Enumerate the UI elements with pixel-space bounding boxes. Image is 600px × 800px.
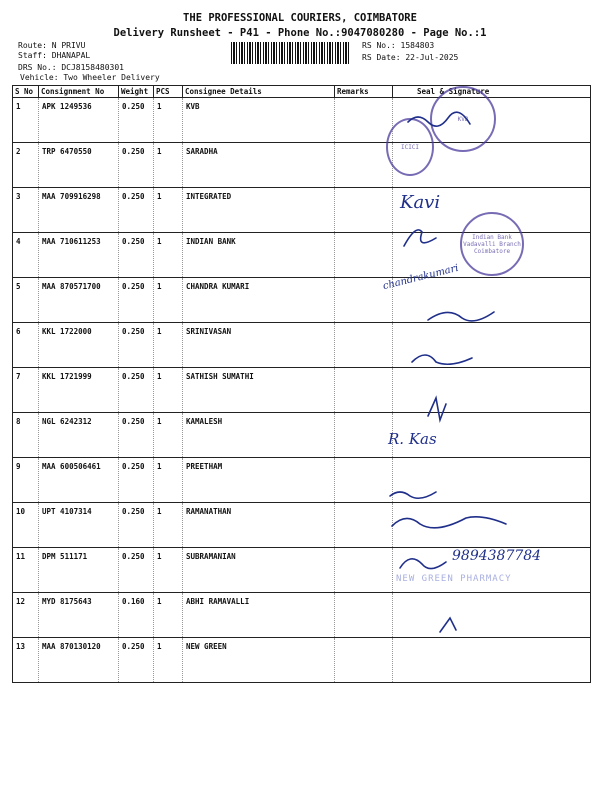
cell-consignee: KVB bbox=[183, 98, 335, 143]
signature-row-12 bbox=[400, 559, 446, 569]
signature-row-7 bbox=[412, 355, 472, 364]
cell-pcs: 1 bbox=[154, 458, 183, 503]
cell-consignee: INDIAN BANK bbox=[183, 233, 335, 278]
signature-row-11 bbox=[392, 517, 506, 528]
cell-pcs: 1 bbox=[154, 278, 183, 323]
cell-sno: 12 bbox=[13, 593, 39, 638]
cell-pcs: 1 bbox=[154, 548, 183, 593]
signature-row-1 bbox=[408, 112, 470, 126]
signature-r-kas: R. Kas bbox=[388, 430, 437, 448]
cell-consignee: RAMANATHAN bbox=[183, 503, 335, 548]
kvb-stamp: KVB bbox=[430, 86, 496, 152]
cell-consignee: CHANDRA KUMARI bbox=[183, 278, 335, 323]
handwritten-phone: 9894387784 bbox=[452, 548, 542, 564]
vehicle-info: Vehicle: Two Wheeler Delivery bbox=[20, 73, 160, 82]
signature-row-4 bbox=[404, 230, 436, 246]
col-consignment-no: Consignment No bbox=[39, 86, 119, 98]
cell-pcs: 1 bbox=[154, 638, 183, 683]
cell-cno: TRP 6470550 bbox=[39, 143, 119, 188]
cell-pcs: 1 bbox=[154, 188, 183, 233]
cell-weight: 0.250 bbox=[119, 458, 154, 503]
cell-cno: MAA 870571700 bbox=[39, 278, 119, 323]
cell-cno: MAA 600506461 bbox=[39, 458, 119, 503]
indian-bank-stamp: Indian Bank Vadavalli Branch Coimbatore bbox=[460, 212, 524, 276]
drs-number: DRS No.: DCJ8158480301 bbox=[18, 63, 124, 72]
cell-sno: 9 bbox=[13, 458, 39, 503]
cell-weight: 0.250 bbox=[119, 368, 154, 413]
cell-sno: 8 bbox=[13, 413, 39, 458]
cell-sno: 6 bbox=[13, 323, 39, 368]
new-green-pharmacy-stamp: NEW GREEN PHARMACY bbox=[396, 574, 512, 584]
col-weight: Weight bbox=[119, 86, 154, 98]
cell-pcs: 1 bbox=[154, 368, 183, 413]
cell-sno: 10 bbox=[13, 503, 39, 548]
cell-cno: APK 1249536 bbox=[39, 98, 119, 143]
col-pcs: PCS bbox=[154, 86, 183, 98]
rs-number: RS No.: 1584803 bbox=[362, 41, 435, 50]
cell-sno: 2 bbox=[13, 143, 39, 188]
cell-cno: KKL 1722000 bbox=[39, 323, 119, 368]
cell-consignee: SARADHA bbox=[183, 143, 335, 188]
cell-consignee: SATHISH SUMATHI bbox=[183, 368, 335, 413]
signature-row-13 bbox=[440, 618, 456, 632]
cell-sno: 4 bbox=[13, 233, 39, 278]
signature-row-6 bbox=[428, 312, 494, 321]
cell-consignee: KAMALESH bbox=[183, 413, 335, 458]
cell-weight: 0.250 bbox=[119, 188, 154, 233]
cell-cno: MAA 709916298 bbox=[39, 188, 119, 233]
signature-row-10 bbox=[390, 492, 436, 498]
cell-sno: 11 bbox=[13, 548, 39, 593]
cell-consignee: NEW GREEN bbox=[183, 638, 335, 683]
cell-cno: DPM 511171 bbox=[39, 548, 119, 593]
signature-kavi: Kavi bbox=[400, 192, 441, 213]
cell-weight: 0.250 bbox=[119, 548, 154, 593]
cell-consignee: ABHI RAMAVALLI bbox=[183, 593, 335, 638]
cell-consignee: INTEGRATED bbox=[183, 188, 335, 233]
signature-chandra: chandrakumari bbox=[381, 262, 460, 293]
cell-cno: UPT 4107314 bbox=[39, 503, 119, 548]
signature-row-8 bbox=[428, 398, 446, 420]
cell-pcs: 1 bbox=[154, 143, 183, 188]
cell-weight: 0.250 bbox=[119, 413, 154, 458]
company-title: THE PROFESSIONAL COURIERS, COIMBATORE bbox=[183, 12, 417, 24]
cell-weight: 0.160 bbox=[119, 593, 154, 638]
cell-weight: 0.250 bbox=[119, 503, 154, 548]
col-signature: Seal & Signature bbox=[393, 86, 591, 98]
cell-sno: 5 bbox=[13, 278, 39, 323]
route-info: Route: N PRIVU bbox=[18, 41, 86, 50]
col-sno: S No bbox=[13, 86, 39, 98]
staff-info: Staff: DHANAPAL bbox=[18, 51, 91, 60]
cell-pcs: 1 bbox=[154, 413, 183, 458]
runsheet-title: Delivery Runsheet - P41 - Phone No.:9047080280 - Page No.:1 bbox=[113, 27, 487, 39]
rs-date: RS Date: 22-Jul-2025 bbox=[362, 53, 459, 62]
icici-stamp: ICICI bbox=[386, 118, 434, 176]
cell-weight: 0.250 bbox=[119, 323, 154, 368]
cell-pcs: 1 bbox=[154, 233, 183, 278]
cell-cno: NGL 6242312 bbox=[39, 413, 119, 458]
cell-pcs: 1 bbox=[154, 323, 183, 368]
cell-consignee: SUBRAMANIAN bbox=[183, 548, 335, 593]
cell-weight: 0.250 bbox=[119, 278, 154, 323]
cell-sno: 3 bbox=[13, 188, 39, 233]
cell-consignee: PREETHAM bbox=[183, 458, 335, 503]
cell-cno: MYD 8175643 bbox=[39, 593, 119, 638]
cell-weight: 0.250 bbox=[119, 143, 154, 188]
cell-consignee: SRINIVASAN bbox=[183, 323, 335, 368]
cell-sno: 1 bbox=[13, 98, 39, 143]
col-consignee: Consignee Details bbox=[183, 86, 335, 98]
cell-cno: MAA 870130120 bbox=[39, 638, 119, 683]
cell-weight: 0.250 bbox=[119, 638, 154, 683]
cell-sno: 7 bbox=[13, 368, 39, 413]
cell-cno: KKL 1721999 bbox=[39, 368, 119, 413]
cell-sno: 13 bbox=[13, 638, 39, 683]
cell-pcs: 1 bbox=[154, 98, 183, 143]
cell-cno: MAA 710611253 bbox=[39, 233, 119, 278]
cell-weight: 0.250 bbox=[119, 98, 154, 143]
col-remarks: Remarks bbox=[335, 86, 393, 98]
cell-pcs: 1 bbox=[154, 593, 183, 638]
cell-weight: 0.250 bbox=[119, 233, 154, 278]
cell-pcs: 1 bbox=[154, 503, 183, 548]
